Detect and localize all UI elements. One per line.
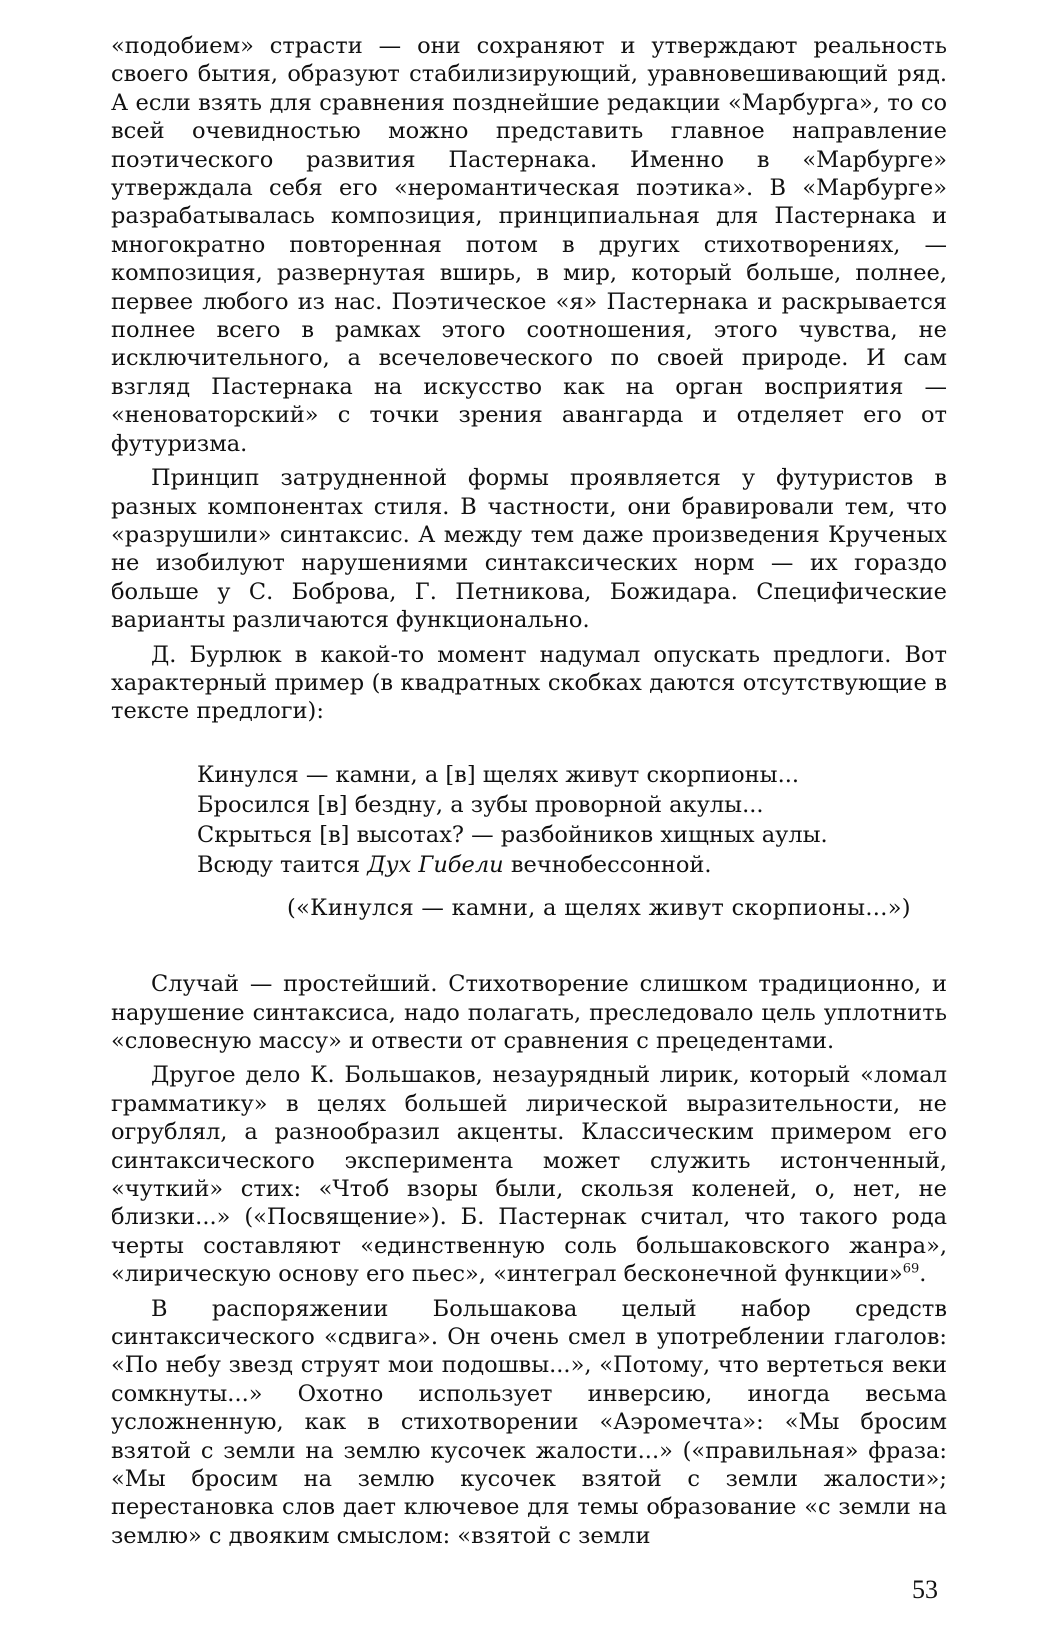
paragraph-bolshakov: [111, 1061, 947, 1288]
poem-line-text: Всюду таится: [197, 851, 368, 878]
poem-line: Кинулся — камни, а [в] щелях живут скорпионы...: [197, 761, 800, 788]
page-number: 53: [912, 1575, 938, 1604]
paragraph-futurist-form: Принцип затрудненной формы проявляется у футуристов в разных компонентах стиля. В частности, они бравировали тем, что «разрушили» синтаксис. А между тем даже произведения Крученых не изобилуют нарушениями синтаксических норм — их гораздо больше у С. Боброва, Г. Петникова, Божидара. Специфические варианты различаются функционально.: [111, 465, 947, 634]
paragraph-burliuk: Д. Бурлюк в какой-то момент надумал опускать предлоги. Вот характерный пример (в квадратных скобках даются отсутствующие в тексте предлоги):: [111, 641, 947, 725]
paragraph-simple-case: Случай — простейший. Стихотворение слишком традиционно, и нарушение синтаксиса, надо полагать, преследовало цель уплотнить «словесную массу» и отвести от сравнения с прецедентами.: [111, 971, 947, 1054]
paragraph-end: .: [919, 1261, 927, 1288]
poem-line: Бросился [в] бездну, а зубы проворной акулы...: [197, 791, 764, 818]
poem-attribution: («Кинулся — камни, а щелях живут скорпионы...»): [287, 894, 911, 921]
footnote-marker: 69: [902, 1261, 920, 1277]
paragraph-text: Другое дело К. Большаков, незаурядный лирик, который «ломал грамматику» в целях большей лирической выразительности, не огрублял, а разнообразил акценты. Классическим примером его синтаксического эксперимента может служить истонченный, «чуткий» стих: «Чтоб взоры были, скользя коленей, о, нет, не близки...» («Посвящение»). Б. Пастернак считал, что такого рода черты составляют «единственную соль большаковского жанра», «лирическую основу его пьес», «интеграл бесконечной функции»: [111, 1062, 947, 1288]
poem-italic-phrase: Дух Гибели: [367, 851, 504, 878]
poem-line: Скрыться [в] высотах? — разбойников хищных аулы.: [197, 821, 828, 848]
poem-line: [197, 850, 947, 880]
poem-quote: [197, 760, 947, 880]
body-text: [111, 32, 947, 1550]
paragraph-marburg: «подобием» страсти — они сохраняют и утверждают реальность своего бытия, образуют стабилизирующий, уравновешивающий ряд. А если взять для сравнения позднейшие редакции «Марбурга», то со всей очевидностью можно представить главное направление поэтического развития Пастернака. Именно в «Марбурге» утверждала себя его «неромантическая поэтика». В «Марбурге» разрабатывалась композиция, принципиальная для Пастернака и многократно повторенная потом в других стихотворениях, — композиция, развернутая вширь, в мир, который больше, полнее, первее любого из нас. Поэтическое «я» Пастернака и раскрывается полнее всего в рамках этого соотношения, этого чувства, не исключительного, а всечеловеческого по своей природе. И сам взгляд Пастернака на искусство как на орган восприятия — «неноваторский» с точки зрения авангарда и отделяет его от футуризма.: [111, 33, 947, 457]
paragraph-syntax-shift: В распоряжении Большакова целый набор средств синтаксического «сдвига». Он очень смел в употреблении глаголов: «По небу звезд струят мои подошвы...», «Потому, что вертеться веки сомкнуты...» Охотно использует инверсию, иногда весьма усложненную, как в стихотворении «Аэромечта»: «Мы бросим взятой с земли на землю кусочек жалости...» («правильная» фраза: «Мы бросим на землю кусочек взятой с земли жалости»; перестановка слов дает ключевое для темы образование «с земли на землю» с двояким смыслом: «взятой с земли: [111, 1295, 947, 1549]
poem-line-text: вечнобессонной.: [503, 851, 712, 878]
